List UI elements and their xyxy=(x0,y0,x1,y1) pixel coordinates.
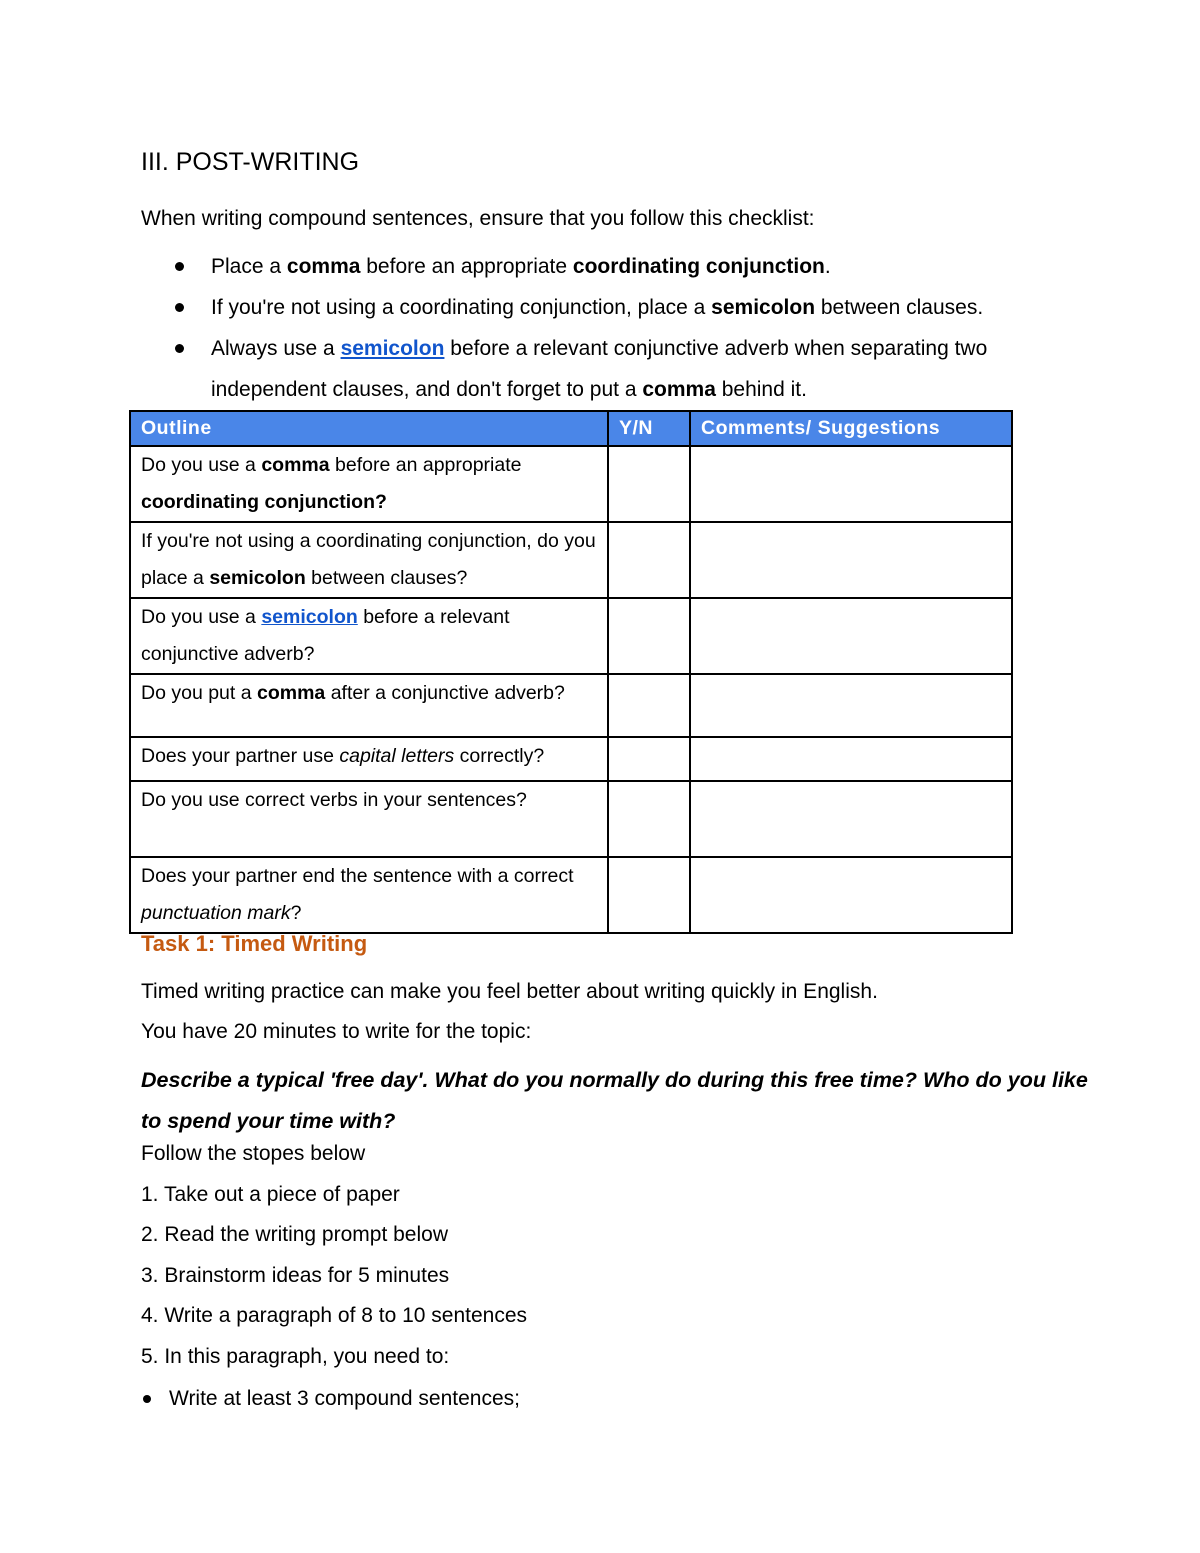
step-item: 4. Write a paragraph of 8 to 10 sentences xyxy=(141,1304,528,1327)
task-title: Task 1: Timed Writing xyxy=(141,931,368,956)
bullet-item: Place a comma before an appropriate coordinating conjunction. xyxy=(175,246,1095,287)
semicolon-link[interactable]: semicolon xyxy=(340,337,445,360)
table-row xyxy=(130,857,1012,933)
step-item: 2. Read the writing prompt below xyxy=(141,1223,448,1246)
step-item: 1. Take out a piece of paper xyxy=(141,1183,400,1206)
table-row xyxy=(130,598,1012,674)
outline-cell: Does your partner use capital letters correctly? xyxy=(130,737,608,781)
table-header-row xyxy=(130,411,1012,446)
sub-bullet-item: Write at least 3 compound sentences; xyxy=(141,1385,520,1413)
step-item: 5. In this paragraph, you need to: xyxy=(141,1345,450,1368)
outline-cell: Do you use a comma before an appropriate coordinating conjunction? xyxy=(130,446,608,522)
comments-cell[interactable] xyxy=(690,857,1012,933)
comments-cell[interactable] xyxy=(690,446,1012,522)
yn-cell[interactable] xyxy=(608,598,690,674)
bullet-item: If you're not using a coordinating conjunction, place a semicolon between clauses. xyxy=(175,287,1095,328)
table-row xyxy=(130,781,1012,857)
table-row xyxy=(130,522,1012,598)
follow-steps-label: Follow the stopes below xyxy=(141,1142,366,1165)
task-line: Timed writing practice can make you feel better about writing quickly in English. xyxy=(141,980,878,1003)
sub-bullets xyxy=(141,1385,520,1413)
checklist-bullets xyxy=(175,246,1095,410)
header-outline: Outline xyxy=(130,411,608,446)
yn-cell[interactable] xyxy=(608,446,690,522)
yn-cell[interactable] xyxy=(608,674,690,737)
table-row xyxy=(130,737,1012,781)
yn-cell[interactable] xyxy=(608,522,690,598)
task-line: You have 20 minutes to write for the topic: xyxy=(141,1020,532,1043)
outline-cell: Do you put a comma after a conjunctive adverb? xyxy=(130,674,608,737)
outline-cell: Do you use a semicolon before a relevant conjunctive adverb? xyxy=(130,598,608,674)
checklist-table xyxy=(129,410,1013,934)
bullet-item: Always use a semicolon before a relevant conjunctive adverb when separating two independent clauses, and don't forget to put a comma behind it. xyxy=(175,328,1095,410)
yn-cell[interactable] xyxy=(608,857,690,933)
yn-cell[interactable] xyxy=(608,737,690,781)
semicolon-link[interactable]: semicolon xyxy=(261,606,358,628)
table-row xyxy=(130,446,1012,522)
checklist-intro: When writing compound sentences, ensure that you follow this checklist: xyxy=(141,207,815,230)
outline-cell: Does your partner end the sentence with a correct punctuation mark? xyxy=(130,857,608,933)
header-comments: Comments/ Suggestions xyxy=(690,411,1012,446)
comments-cell[interactable] xyxy=(690,781,1012,857)
comments-cell[interactable] xyxy=(690,737,1012,781)
step-item: 3. Brainstorm ideas for 5 minutes xyxy=(141,1264,450,1287)
section-heading: III. POST-WRITING xyxy=(141,148,360,176)
comments-cell[interactable] xyxy=(690,674,1012,737)
outline-cell: Do you use correct verbs in your sentences? xyxy=(130,781,608,857)
writing-prompt: Describe a typical 'free day'. What do you normally do during this free time? Who do you like to spend your time with? xyxy=(141,1068,1088,1133)
table-row xyxy=(130,674,1012,737)
yn-cell[interactable] xyxy=(608,781,690,857)
comments-cell[interactable] xyxy=(690,598,1012,674)
header-yn: Y/N xyxy=(608,411,690,446)
outline-cell: If you're not using a coordinating conjunction, do you place a semicolon between clauses? xyxy=(130,522,608,598)
comments-cell[interactable] xyxy=(690,522,1012,598)
